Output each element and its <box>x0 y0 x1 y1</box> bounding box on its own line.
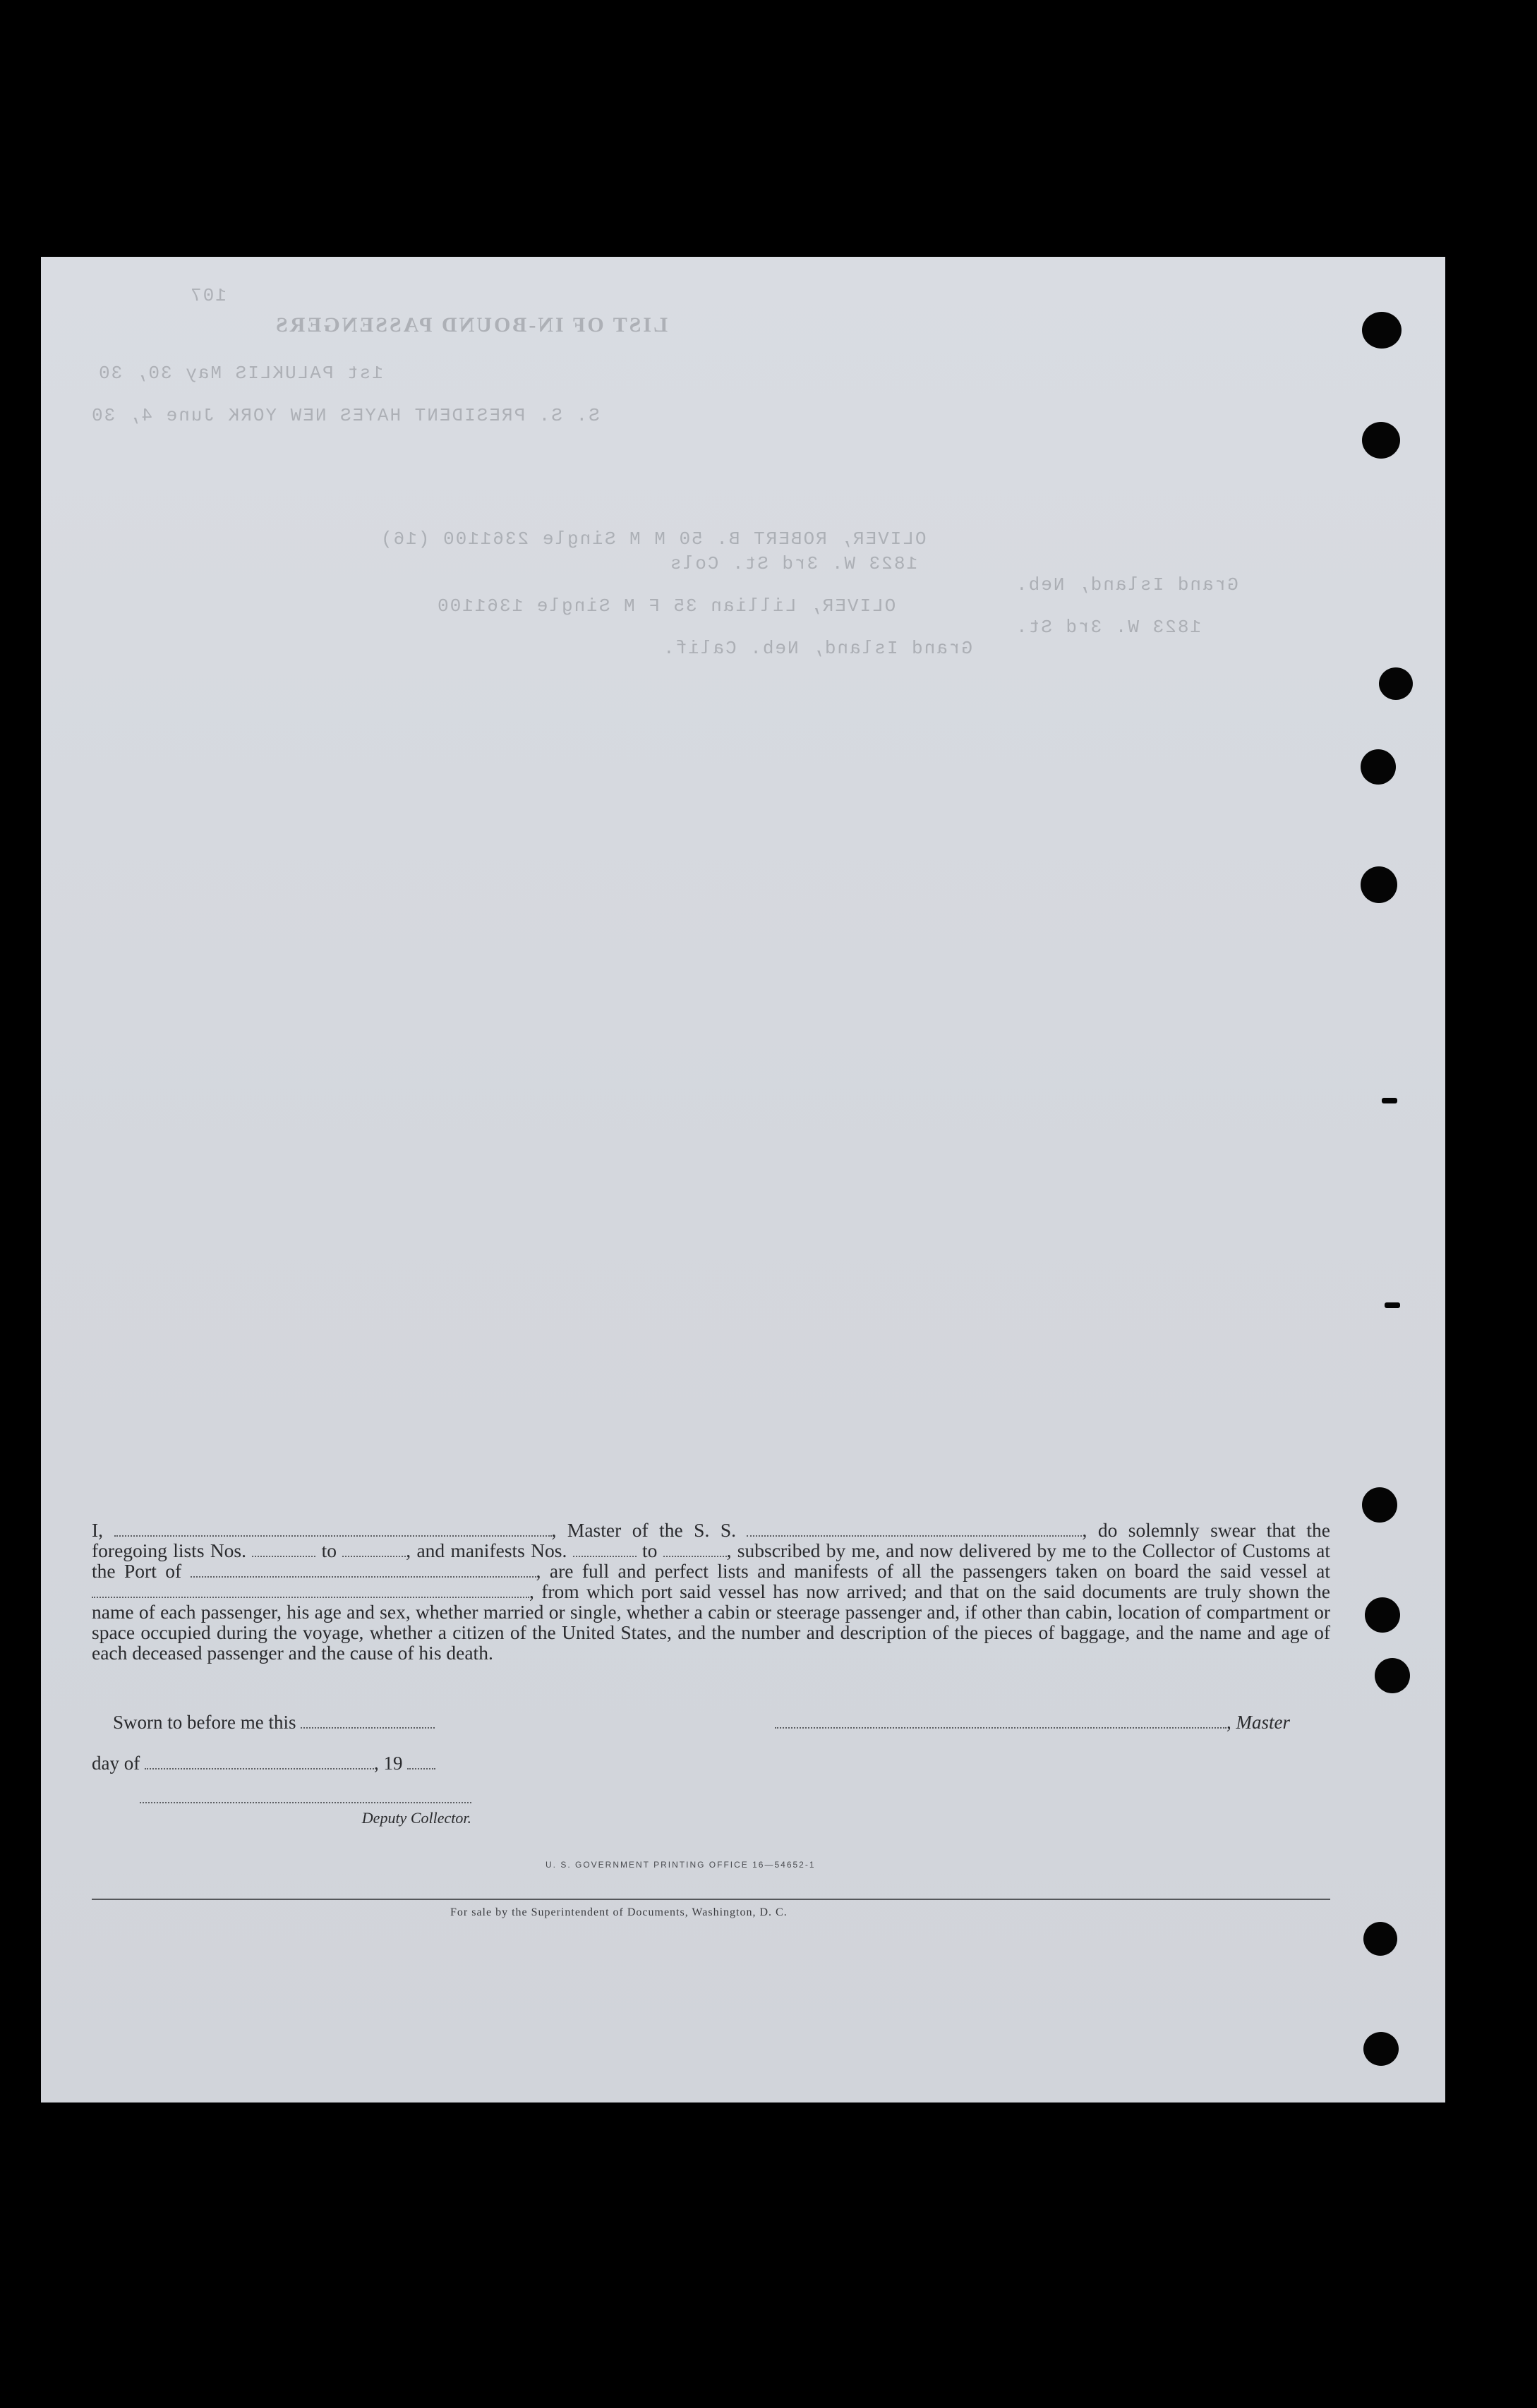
list-to-blank <box>342 1543 406 1557</box>
binder-hole <box>1379 667 1413 700</box>
list-from-blank <box>252 1543 315 1557</box>
binder-hole <box>1375 1658 1410 1693</box>
master-oath: I, , Master of the S. S. , do solemnly swear that the foregoing lists Nos. to , and manifests Nos. to , subscribed by me, and now delivered by me to the Collector of Customs at the Port of , are full and perfect lists and manifests of all the passengers taken on board the said vessel at , from which port said vessel has now arrived; and that on the said documents are truly shown the name of each passenger, his age and sex, whether married or single, whether a cabin or steerage passenger and, if other than cabin, location of compartment or space occupied during the voyage, whether a citizen of the United States, and the number and description of the pieces of baggage, and the name and age of each deceased passenger and the cause of his death. <box>92 1519 1331 1664</box>
master-signature-line: , Master <box>775 1712 1290 1734</box>
manifest-to-blank <box>663 1543 727 1557</box>
binder-hole <box>1363 2032 1399 2066</box>
binder-hole <box>1365 1597 1400 1633</box>
sworn-date-blank <box>301 1714 435 1729</box>
port-blank <box>191 1563 536 1578</box>
master-signature-blank <box>775 1714 1226 1729</box>
page-mark <box>1385 1302 1400 1308</box>
departure-port-blank <box>92 1584 529 1598</box>
page-mark <box>1382 1098 1397 1103</box>
bleed-through-title: LIST OF IN-BOUND PASSENGERS <box>274 313 668 337</box>
deputy-collector-signature: Deputy Collector. <box>140 1802 471 1828</box>
bleed-through-number: 107 <box>189 285 227 306</box>
day-of-line: day of , 19 <box>92 1753 435 1774</box>
sworn-before-line: Sworn to before me this <box>113 1712 435 1734</box>
bleed-through-line: 1823 W. 3rd St. Cols <box>669 553 918 574</box>
manifest-page <box>41 257 1445 2103</box>
binder-hole <box>1362 1487 1397 1523</box>
bleed-through-line: OLIVER, Lillian 35 F M Single 1361100 <box>436 595 896 617</box>
binder-hole <box>1363 1922 1397 1956</box>
footer-rule <box>92 1899 1330 1900</box>
bleed-through-line: Grand Island, Neb. <box>1015 574 1238 595</box>
sale-notice: For sale by the Superintendent of Documents, Washington, D. C. <box>450 1906 788 1918</box>
binder-hole <box>1361 749 1396 785</box>
printing-office-imprint: U. S. GOVERNMENT PRINTING OFFICE 16—54652-1 <box>546 1860 816 1870</box>
bleed-through-line: 1823 W. 3rd St. <box>1015 617 1202 638</box>
binder-hole <box>1361 866 1397 903</box>
bleed-through-line: 1st PALUKLIS May 30, 30 <box>97 363 383 384</box>
binder-hole <box>1362 312 1402 349</box>
ship-name-blank <box>747 1523 1082 1537</box>
day-of-blank <box>145 1755 374 1769</box>
bleed-through-line: Grand Island, Neb. Calif. <box>662 638 973 659</box>
bleed-through-line: S. S. PRESIDENT HAYES NEW YORK June 4, 30 <box>90 405 600 426</box>
year-blank <box>407 1755 435 1769</box>
binder-hole <box>1362 422 1400 459</box>
manifest-from-blank <box>573 1543 637 1557</box>
bleed-through-line: OLIVER, ROBERT B. 50 M M Single 2361100 (16) <box>380 528 927 550</box>
master-name-blank <box>114 1523 552 1537</box>
